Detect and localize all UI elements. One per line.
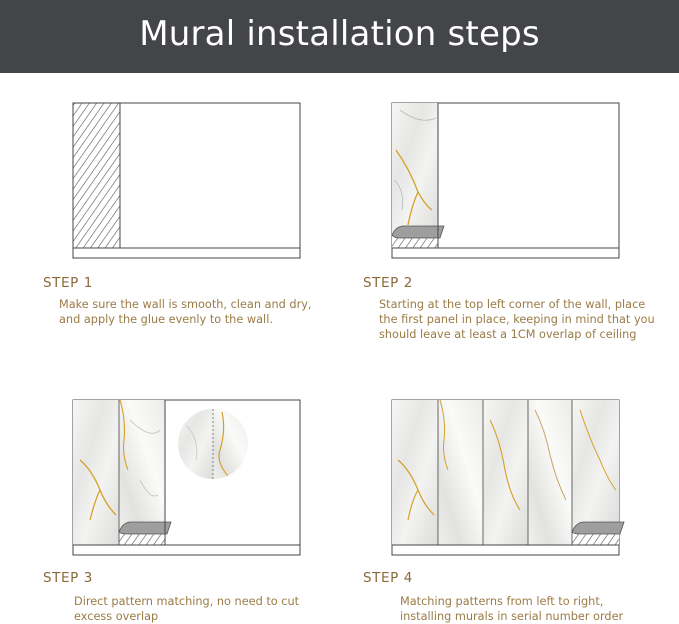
step-1-line: Make sure the wall is smooth, clean and dry,: [59, 298, 312, 311]
step-4-description: [400, 594, 623, 624]
step-1-line: and apply the glue evenly to the wall.: [59, 313, 273, 326]
step-3-line: excess overlap: [74, 610, 159, 623]
step-4-line: installing murals in serial number order: [400, 610, 624, 623]
step-3-line: Direct pattern matching, no need to cut: [74, 595, 300, 608]
page-title: Mural installation steps: [139, 13, 540, 54]
step-3-label: STEP 3: [43, 570, 93, 586]
step-2-line: the first panel in place, keeping in mind that you: [379, 313, 655, 326]
step-2-label: STEP 2: [363, 275, 413, 291]
step-4-label: STEP 4: [363, 570, 413, 586]
step-2-line: Starting at the top left corner of the wall, place: [379, 298, 646, 311]
step-2-line: should leave at least a 1CM overlap of ceiling: [379, 328, 637, 341]
step-4-line: Matching patterns from left to right,: [400, 595, 604, 608]
step-1-label: STEP 1: [43, 275, 93, 291]
